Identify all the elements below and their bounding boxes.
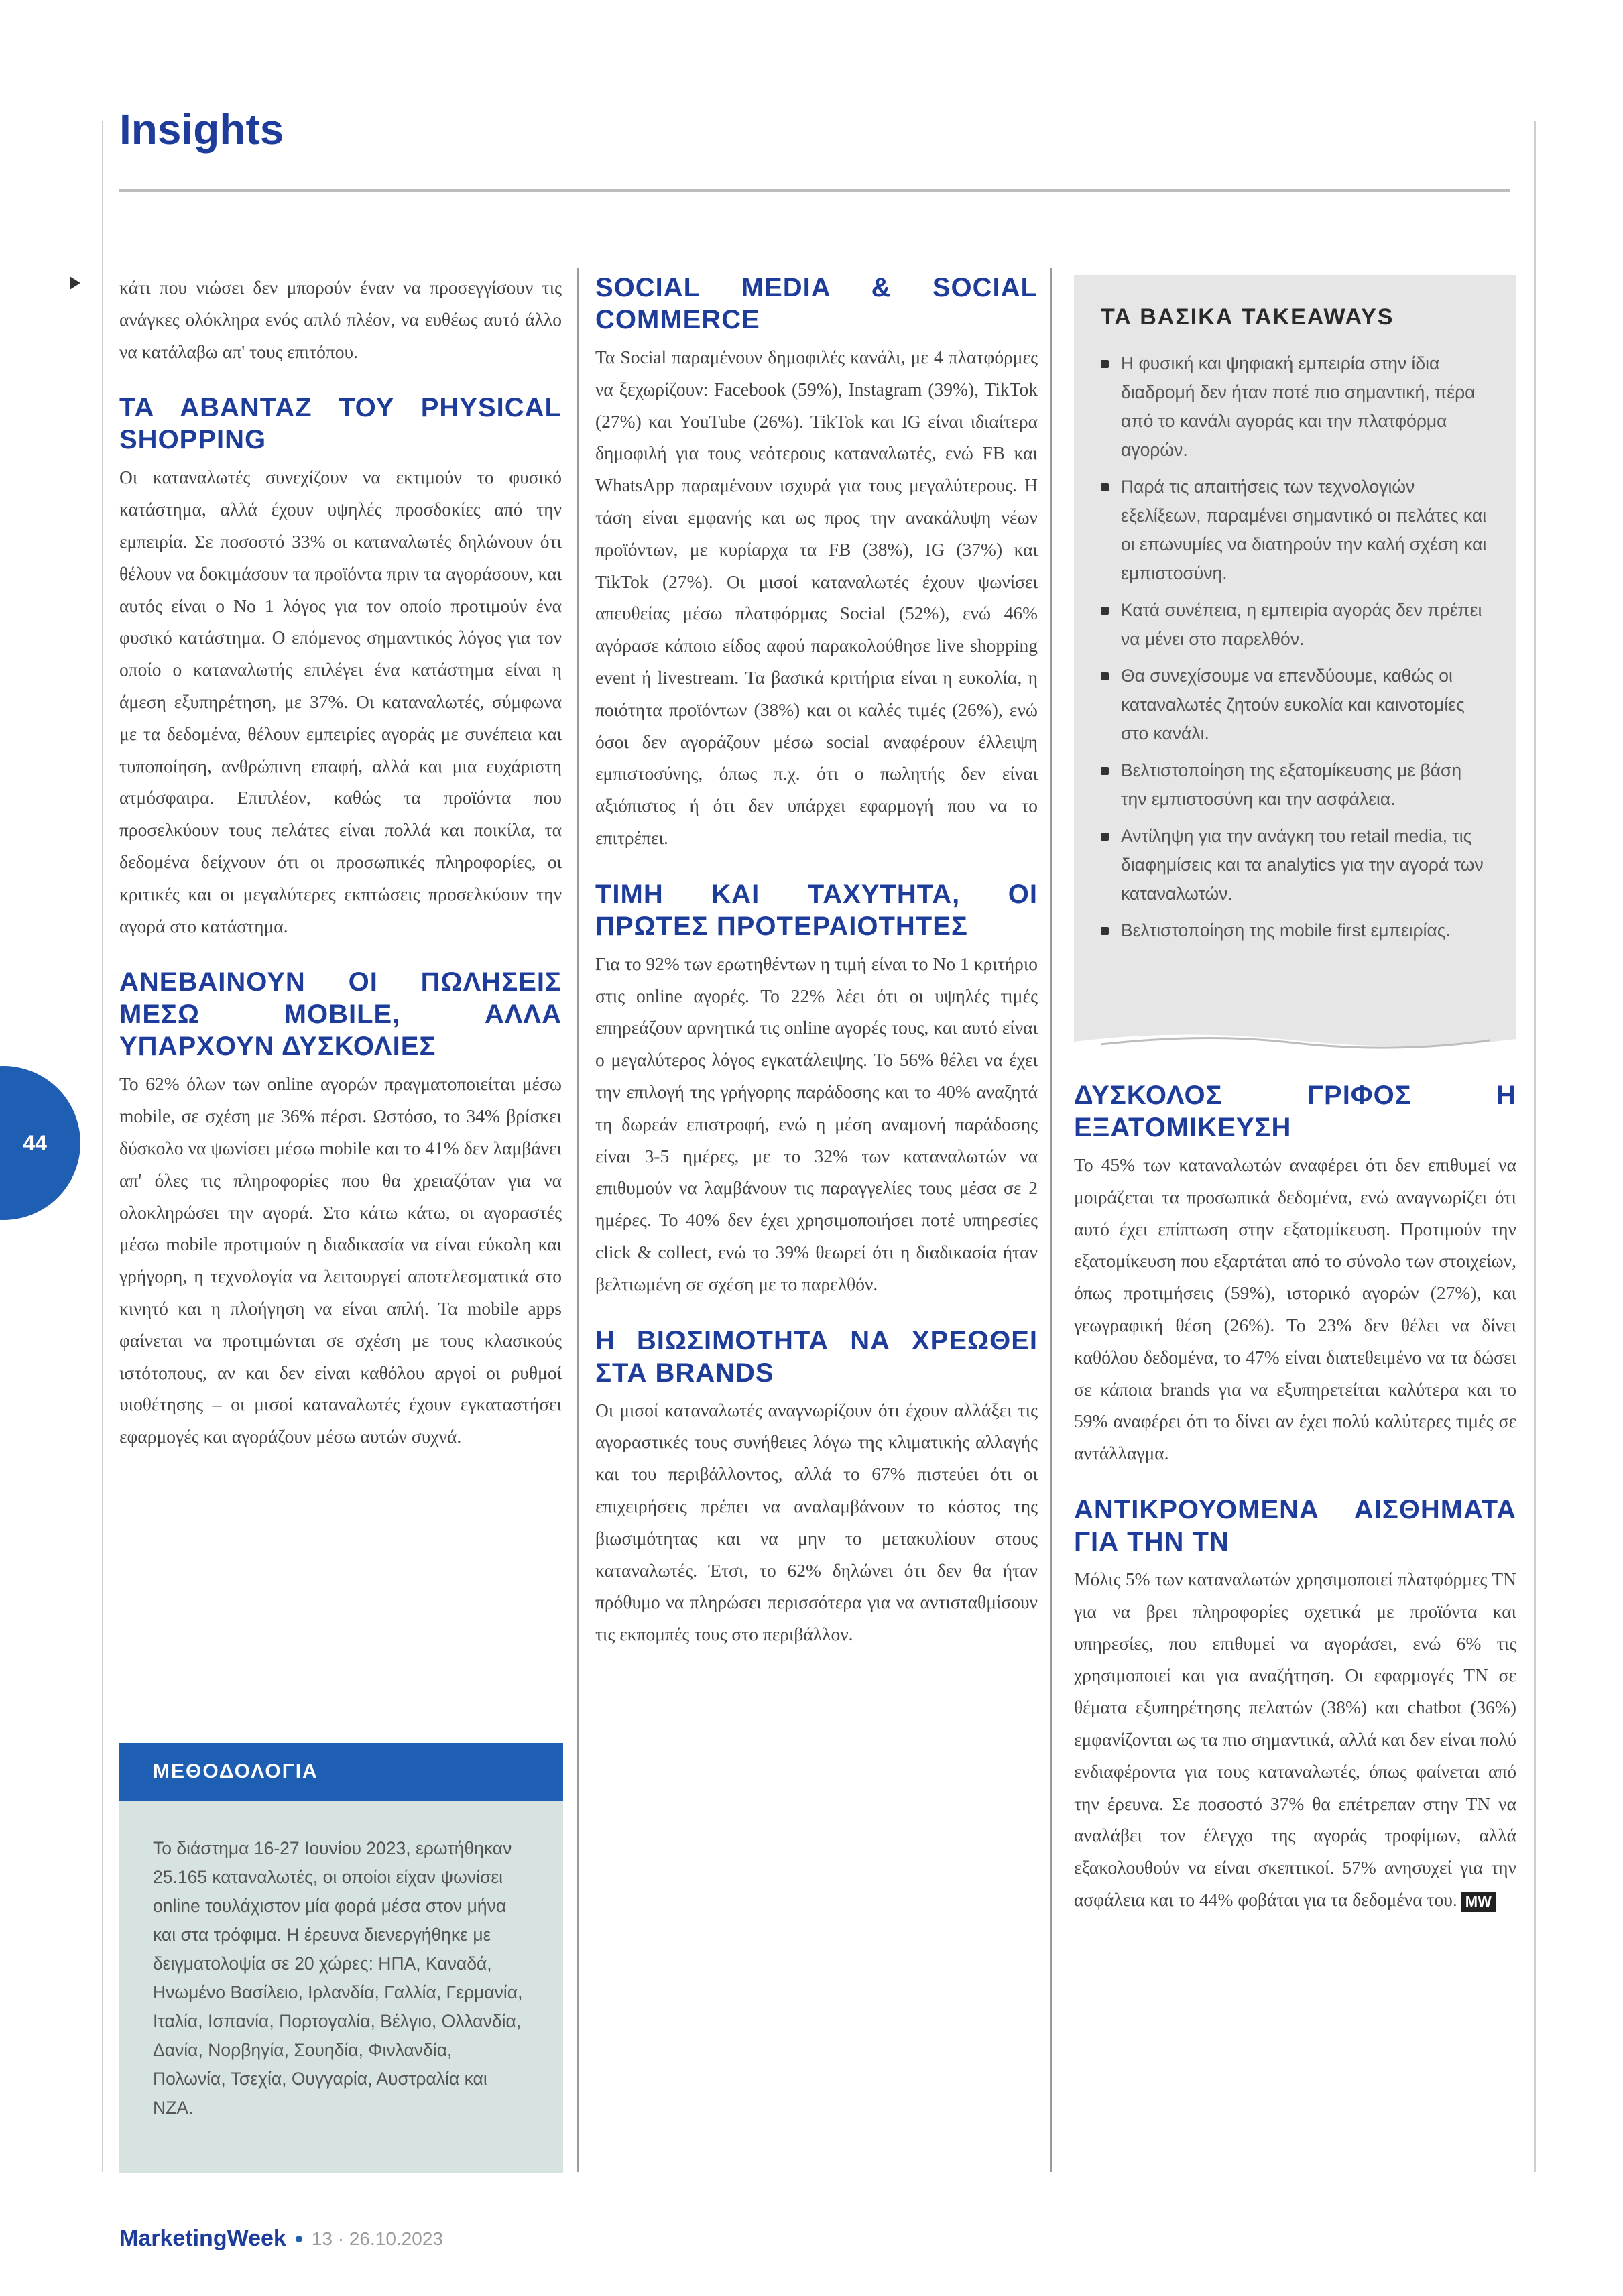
paragraph-personalization: Το 45% των καταναλωτών αναφέρει ότι δεν επιθυμεί να μοιράζεται τα προσωπικά δεδομένα, ενώ αναγνωρίζει ότι αυτό έχει επίπτωση στην εξατομίκευση. Προτιμούν την εξατομίκευση που εξαρτάται από το σύνολο των στοιχείων, όπως προτιμήσεις (59%), ιστορικό αγορών (27%), και γεωγραφική θέση (26%). Το 23% δεν θέλει να δίνει καθόλου δεδομένα, το 47% είναι διατεθειμένο να τα δώσει σε κάποια brands για να εξυπηρετείται καλύτερα και το 59% αναφέρει ότι το δίνει αν έχει πολύ καλύτερες τιμές σε αντάλλαγμα. — [1074, 1154, 1516, 1464]
page-number: 44 — [23, 1130, 47, 1155]
subheading-mobile-sales: ΑΝΕΒΑΙΝΟΥΝ ΟΙ ΠΩΛΗΣΕΙΣ ΜΕΣΩ MOBILE, ΑΛΛΑ ΥΠΑΡΧΟΥΝ ΔΥΣΚΟΛΙΕΣ — [119, 967, 562, 1062]
paragraph-mobile-sales: Το 62% όλων των online αγορών πραγματοποιείται μέσω mobile, σε σχέση με 36% πέρσι. Ωστόσο, το 34% βρίσκει δύσκολο να ψωνίσει μέσω mobile και το 41% δεν λαμβάνει απ' όλες τις πληροφορίες που θα χρειαζόταν για να ολοκληρώσει την αγορά. Στο κάτω κάτω, οι αγοραστές μέσω mobile προτιμούν η διαδικασία να είναι εύκολη και γρήγορη, η τεχνολογία να λειτουργεί αποτελεσματικά στο κινητό και η πλοήγηση να είναι απλή. Τα mobile apps φαίνεται να προτιμώνται σε σχέση με τους κλασικούς ιστότοπους, αν και δεν είναι καθόλου αργοί οι ρυθμοί υιοθέτησης – οι μισοί καταναλωτές έχουν εγκαταστήσει εφαρμογές και αγοράζουν μέσω αυτών συχνά. — [119, 1073, 562, 1447]
column-2 — [595, 271, 1038, 1675]
column-1 — [119, 271, 562, 1477]
page-number-tab — [0, 1066, 80, 1220]
subheading-social-commerce: SOCIAL MEDIA & SOCIAL COMMERCE — [595, 273, 1038, 335]
methodology-box-body — [119, 1801, 563, 2173]
subheading-price-speed: ΤΙΜΗ ΚΑΙ ΤΑΧΥΤΗΤΑ, ΟΙ ΠΡΩΤΕΣ ΠΡΟΤΕΡΑΙΟΤΗΤΕΣ — [595, 879, 1038, 941]
column-3 — [1074, 1079, 1516, 1940]
paragraph-price-speed: Για το 92% των ερωτηθέντων η τιμή είναι το Νο 1 κριτήριο στις online αγορές. Το 22% λέει ότι οι υψηλές τιμές επηρεάζουν αρνητικά τις online αγορές τους, και αυτό είναι ο μεγαλύτερος λόγος εγκατάλειψης. Το 56% θέλει να έχει την επιλογή της γρήγορης παράδοσης και το 40% αναζητά τη δωρεάν επιστροφή, ενώ η μέση αναμονή παράδοσης είναι 3-5 ημέρες, με το 32% των καταναλωτών να επιθυμούν να λαμβάνουν τις παραγγελίες τους μέσα σε 2 ημέρες. Το 40% δεν έχει χρησιμοποιήσει ποτέ υπηρεσίες click & collect, ενώ το 39% θεωρεί ότι η διαδικασία ήταν βελτιωμένη σε σχέση με το παρελθόν. — [595, 953, 1038, 1294]
subheading-physical-shopping: ΤΑ ΑΒΑΝΤΑΖ ΤΟΥ PHYSICAL SHOPPING — [119, 393, 562, 455]
footer-brand: MarketingWeek — [119, 2226, 286, 2251]
column-divider-2 — [1050, 268, 1052, 2172]
intro-paragraph: κάτι που νιώσει δεν μπορούν έναν να προσεγγίσουν τις ανάγκες ολόκληρα ενός απλό πλέον, να ευθέως αυτό άλλο να κατάλαβω απ' τους επιτόπου. — [119, 277, 562, 362]
ai-feelings-text: Μόλις 5% των καταναλωτών χρησιμοποιεί πλατφόρμες ΤΝ για να βρει πληροφορίες σχετικά με προϊόντα και υπηρεσίες, που επιθυμεί να αγοράσει, ενώ 6% τις χρησιμοποιεί και για αναζήτηση. Οι εφαρμογές ΤΝ σε θέματα εξυπηρέτησης πελατών (38%) και chatbot (36%) εμφανίζονται ως τα πιο σημαντικά, αλλά και δεν είναι πολύ ενδιαφέροντα για τους καταναλωτές, όπως φαίνεται από την έρευνα. Σε ποσοστό 37% θα επέτρεπαν στην ΤΝ να αναλάβει τον έλεγχο της αγοράς τροφίμων, αλλά εξακολουθούν να είναι σκεπτικοί. 57% ανησυχεί για την ασφάλεια και το 44% φοβάται για τα δεδομένα του. — [1074, 1568, 1516, 1910]
takeaway-item: Παρά τις απαιτήσεις των τεχνολογιών εξελίξεων, παραμένει σημαντικό οι πελάτες και οι επωνυμίες να διατηρούν την καλή σχέση και εμπιστοσύνη. — [1101, 473, 1490, 588]
methodology-text: Το διάστημα 16-27 Ιουνίου 2023, ερωτήθηκαν 25.165 καταναλωτές, οι οποίοι είχαν ψωνίσει online τουλάχιστον μία φορά μέσα στον μήνα και στα τρόφιμα. Η έρευνα διενεργήθηκε με δειγματολοψία σε 20 χώρες: ΗΠΑ, Καναδά, Ηνωμένο Βασίλειο, Ιρλανδία, Γαλλία, Γερμανία, Ιταλία, Ισπανία, Πορτογαλία, Βέλγιο, Ολλανδία, Δανία, Νορβηγία, Σουηδία, Φινλανδία, Πολωνία, Τσεχία, Ουγγαρία, Αυστραλία και ΝΖΑ. — [153, 1838, 523, 2118]
column-divider-1 — [577, 268, 579, 2172]
continuation-arrow-icon — [70, 276, 80, 290]
subheading-personalization: ΔΥΣΚΟΛΟΣ ΓΡΙΦΟΣ Η ΕΞΑΤΟΜΙΚΕΥΣΗ — [1074, 1081, 1516, 1142]
paragraph-physical-shopping: Οι καταναλωτές συνεχίζουν να εκτιμούν το φυσικό κατάστημα, αλλά έχουν υψηλές προσδοκίες από την εμπειρία. Σε ποσοστό 33% οι καταναλωτές δηλώνουν ότι θέλουν να δοκιμάσουν τα προϊόντα πριν τα αγοράσουν, και αυτός είναι ο Νο 1 λόγος για τον οποίο προτιμούν ένα φυσικό κατάστημα. Ο επόμενος σημαντικός λόγος για τον οποίο ο καταναλωτής επιλέγει ένα κατάστημα είναι η άμεση εξυπηρέτηση, με 37%. Οι καταναλωτές, σύμφωνα με τα δεδομένα, θέλουν εμπειρίες αγοράς με συνέπεια και τυποποίηση, ανθρώπινη επαφή, αλλά και μια ευχάριστη ατμόσφαιρα. Επιπλέον, καθώς τα προϊόντα που προσελκύουν τους πελάτες είναι πολλά και ποικίλα, τα δεδομένα δείχνουν ότι οι προσωπικές πληροφορίες, οι κριτικές και οι μεγαλύτερες εκπτώσεις προσελκύουν την αγορά στο κατάστημα. — [119, 467, 562, 936]
takeaways-wave-decoration — [1074, 1026, 1516, 1052]
paragraph-ai-feelings — [1074, 1563, 1516, 1916]
takeaway-item: Βελτιστοποίηση της εξατομίκευσης με βάση την εμπιστοσύνη και την ασφάλεια. — [1101, 756, 1490, 814]
takeaway-item: Κατά συνέπεια, η εμπειρία αγοράς δεν πρέπει να μένει στο παρελθόν. — [1101, 596, 1490, 654]
takeaway-item: Η φυσική και ψηφιακή εμπειρία στην ίδια διαδρομή δεν ήταν ποτέ πιο σημαντική, πέρα από το κανάλι αγοράς και την πλατφόρμα αγορών. — [1101, 349, 1490, 465]
subheading-sustainability: Η ΒΙΩΣΙΜΟΤΗΤΑ ΝΑ ΧΡΕΩΘΕΙ ΣΤΑ BRANDS — [595, 1325, 1038, 1388]
paragraph-social-commerce: Τα Social παραμένουν δημοφιλές κανάλι, με 4 πλατφόρμες να ξεχωρίζουν: Facebook (59%), Instagram (39%), TikTok (27%) και YouTube (26%). TikTok και IG είναι ιδιαίτερα δημοφιλή για τους νεότερους καταναλωτές, ενώ FB και WhatsApp παραμένουν ισχυρά για τους μεγαλύτερους. Η τάση είναι εμφανής και ως προς την ανακάλυψη νέων προϊόντων, με κυρίαρχα τα FB (38%), IG (37%) και TikTok (27%). Οι μισοί καταναλωτές έχουν ψωνίσει απευθείας μέσω πλατφόρμας Social (52%), ενώ 46% αγόρασε κάποιο είδος αφού παρακολούθησε live shopping event ή livestream. Τα βασικά κριτήρια είναι η ευκολία, η ποιότητα προϊόντων (38%) και οι καλές τιμές (26%), ενώ όσοι δεν αγοράζουν μέσω social αναφέρουν έλλειψη εμπιστοσύνης, όπως π.χ. ότι ο πωλητής δεν είναι αξιόπιστος ή ότι δεν υπάρχει εφαρμογή που να το επιτρέπει. — [595, 347, 1038, 848]
takeaways-title: ΤΑ ΒΑΣΙΚΑ TAKEAWAYS — [1101, 304, 1394, 330]
page-footer — [119, 2226, 443, 2252]
footer-issue: 13 · 26.10.2023 — [311, 2228, 443, 2249]
header-rule — [119, 189, 1510, 192]
end-mark: MW — [1461, 1892, 1496, 1912]
subheading-ai-feelings: ΑΝΤΙΚΡΟΥΟΜΕΝΑ ΑΙΣΘΗΜΑΤΑ ΓΙΑ ΤΗΝ ΤΝ — [1074, 1494, 1516, 1557]
takeaways-box — [1074, 275, 1516, 1032]
left-margin-rule — [102, 121, 103, 2172]
takeaways-list — [1101, 349, 1490, 945]
paragraph-sustainability: Οι μισοί καταναλωτές αναγνωρίζουν ότι έχουν αλλάξει τις αγοραστικές τους συνήθειες λόγω της κλιματικής αλλαγής και του περιβάλλοντος, αλλά το 67% πιστεύει ότι οι επιχειρήσεις πρέπει να αναλαμβάνουν το κόστος της βιωσιμότητας και να μην το μετακυλίουν στους καταναλωτές. Έτσι, το 62% δηλώνει ότι δεν θα ήταν πρόθυμο να πληρώσει περισσότερα για να αντισταθμίσουν τις εκπομπές τους στο περιβάλλον. — [595, 1399, 1038, 1645]
methodology-box-title: ΜΕΘΟΔΟΛΟΓΙΑ — [119, 1743, 563, 1801]
takeaway-item: Αντίληψη για την ανάγκη του retail media, τις διαφημίσεις και τα analytics για την αγορά των καταναλωτών. — [1101, 822, 1490, 908]
footer-dot-icon — [296, 2236, 302, 2242]
section-title: Insights — [119, 105, 284, 154]
right-margin-rule — [1534, 121, 1536, 2172]
takeaway-item: Βελτιστοποίηση της mobile first εμπειρίας. — [1101, 916, 1490, 945]
takeaway-item: Θα συνεχίσουμε να επενδύουμε, καθώς οι καταναλωτές ζητούν ευκολία και καινοτομίες στο κανάλι. — [1101, 662, 1490, 748]
